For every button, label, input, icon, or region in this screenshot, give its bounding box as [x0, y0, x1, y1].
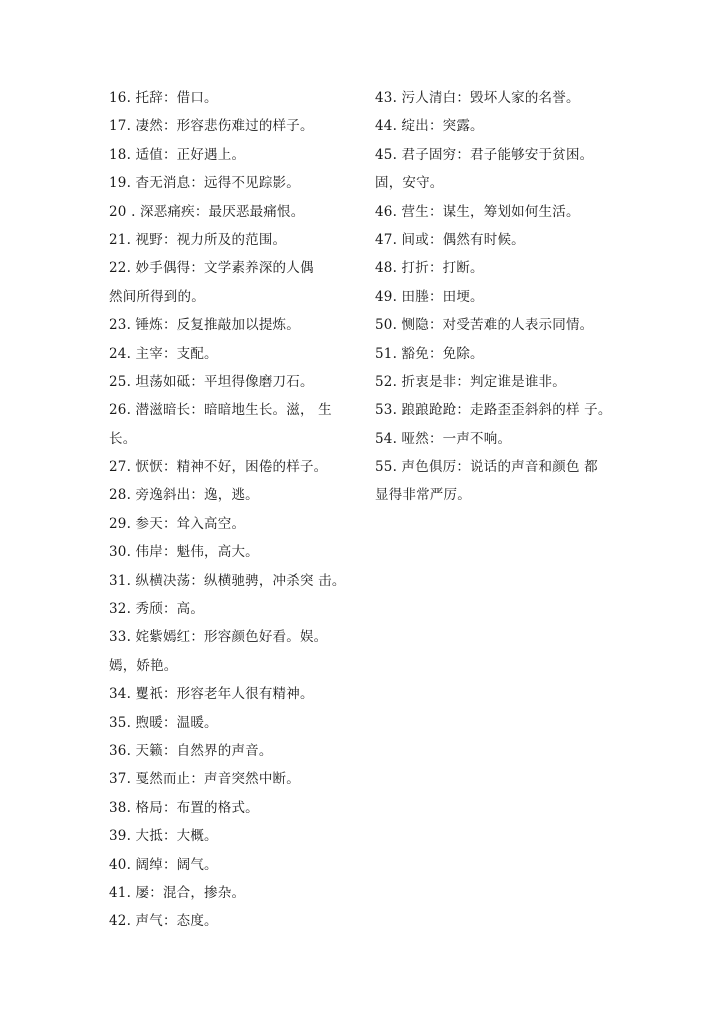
text-line: 54. 哑然：一声不响。	[375, 430, 512, 447]
text-line: 33. 姹紫嫣红：形容颜色好看。娱。	[109, 629, 328, 646]
text-line: 50. 恻隐：对受苦难的人表示同情。	[375, 317, 594, 334]
text-line: 25. 坦荡如砥：平坦得像磨刀石。	[109, 373, 314, 390]
text-line: 17. 凄然：形容悲伤难过的样子。	[109, 118, 314, 135]
text-line: 40. 阔绰：阔气。	[109, 856, 218, 873]
text-line: 28. 旁逸斜出：逸，逃。	[109, 487, 259, 504]
text-line: 然间所得到的。	[109, 288, 205, 305]
text-line: 18. 适值：正好遇上。	[109, 146, 246, 163]
text-line: 22. 妙手偶得：文学素养深的人偶	[109, 260, 314, 277]
text-line: 嫣，娇艳。	[109, 657, 178, 674]
text-line: 30. 伟岸：魁伟，高大。	[109, 544, 259, 561]
text-line: 45. 君子固穷：君子能够安于贫困。	[375, 146, 594, 163]
text-line: 48. 打折：打断。	[375, 260, 484, 277]
text-line: 19. 杳无消息：远得不见踪影。	[109, 175, 300, 192]
text-line: 44. 绽出：突露。	[375, 118, 484, 135]
text-line: 31. 纵横决荡：纵横驰骋，冲杀突 击。	[109, 572, 346, 589]
text-line: 42. 声气：态度。	[109, 913, 218, 930]
text-line: 27. 恹恹：精神不好，困倦的样子。	[109, 459, 328, 476]
text-line: 39. 大抵：大概。	[109, 828, 218, 845]
text-line: 24. 主宰：支配。	[109, 345, 218, 362]
text-line: 55. 声色俱厉：说话的声音和颜色 都	[375, 459, 598, 476]
text-line: 34. 矍祇：形容老年人很有精神。	[109, 686, 314, 703]
text-line: 35. 煦暖：温暖。	[109, 714, 218, 731]
text-line: 23. 锤炼：反复推敲加以提炼。	[109, 317, 300, 334]
text-line: 52. 折衷是非：判定谁是谁非。	[375, 373, 566, 390]
text-line: 49. 田塍：田埂。	[375, 288, 484, 305]
text-line: 固，安守。	[375, 175, 444, 192]
right-column	[375, 84, 625, 510]
text-line: 29. 参天：耸入高空。	[109, 515, 246, 532]
text-line: 20 . 深恶痛疾：最厌恶最痛恨。	[109, 203, 305, 220]
text-line: 21. 视野：视力所及的范围。	[109, 231, 287, 248]
text-line: 37. 戛然而止：声音突然中断。	[109, 771, 300, 788]
text-line: 26. 潜滋暗长：暗暗地生长。滋， 生	[109, 402, 332, 419]
text-line: 16. 托辞：借口。	[109, 90, 218, 106]
text-line: 43. 污人清白：毁坏人家的名誉。	[375, 90, 580, 106]
text-line: 41. 屡：混合，掺杂。	[109, 884, 246, 901]
text-line: 38. 格局：布置的格式。	[109, 799, 259, 816]
text-line: 36. 天籁：自然界的声音。	[109, 742, 273, 759]
text-line: 51. 豁免：免除。	[375, 345, 484, 362]
text-line: 显得非常严厉。	[375, 487, 471, 504]
text-line: 47. 间或：偶然有时候。	[375, 231, 525, 248]
text-line: 53. 踉踉跄跄：走路歪歪斜斜的样 子。	[375, 402, 612, 419]
text-line: 长。	[109, 430, 137, 447]
text-line: 32. 秀颀：高。	[109, 601, 205, 618]
left-column	[109, 84, 371, 936]
text-line: 46. 营生：谋生，筹划如何生活。	[375, 203, 580, 220]
